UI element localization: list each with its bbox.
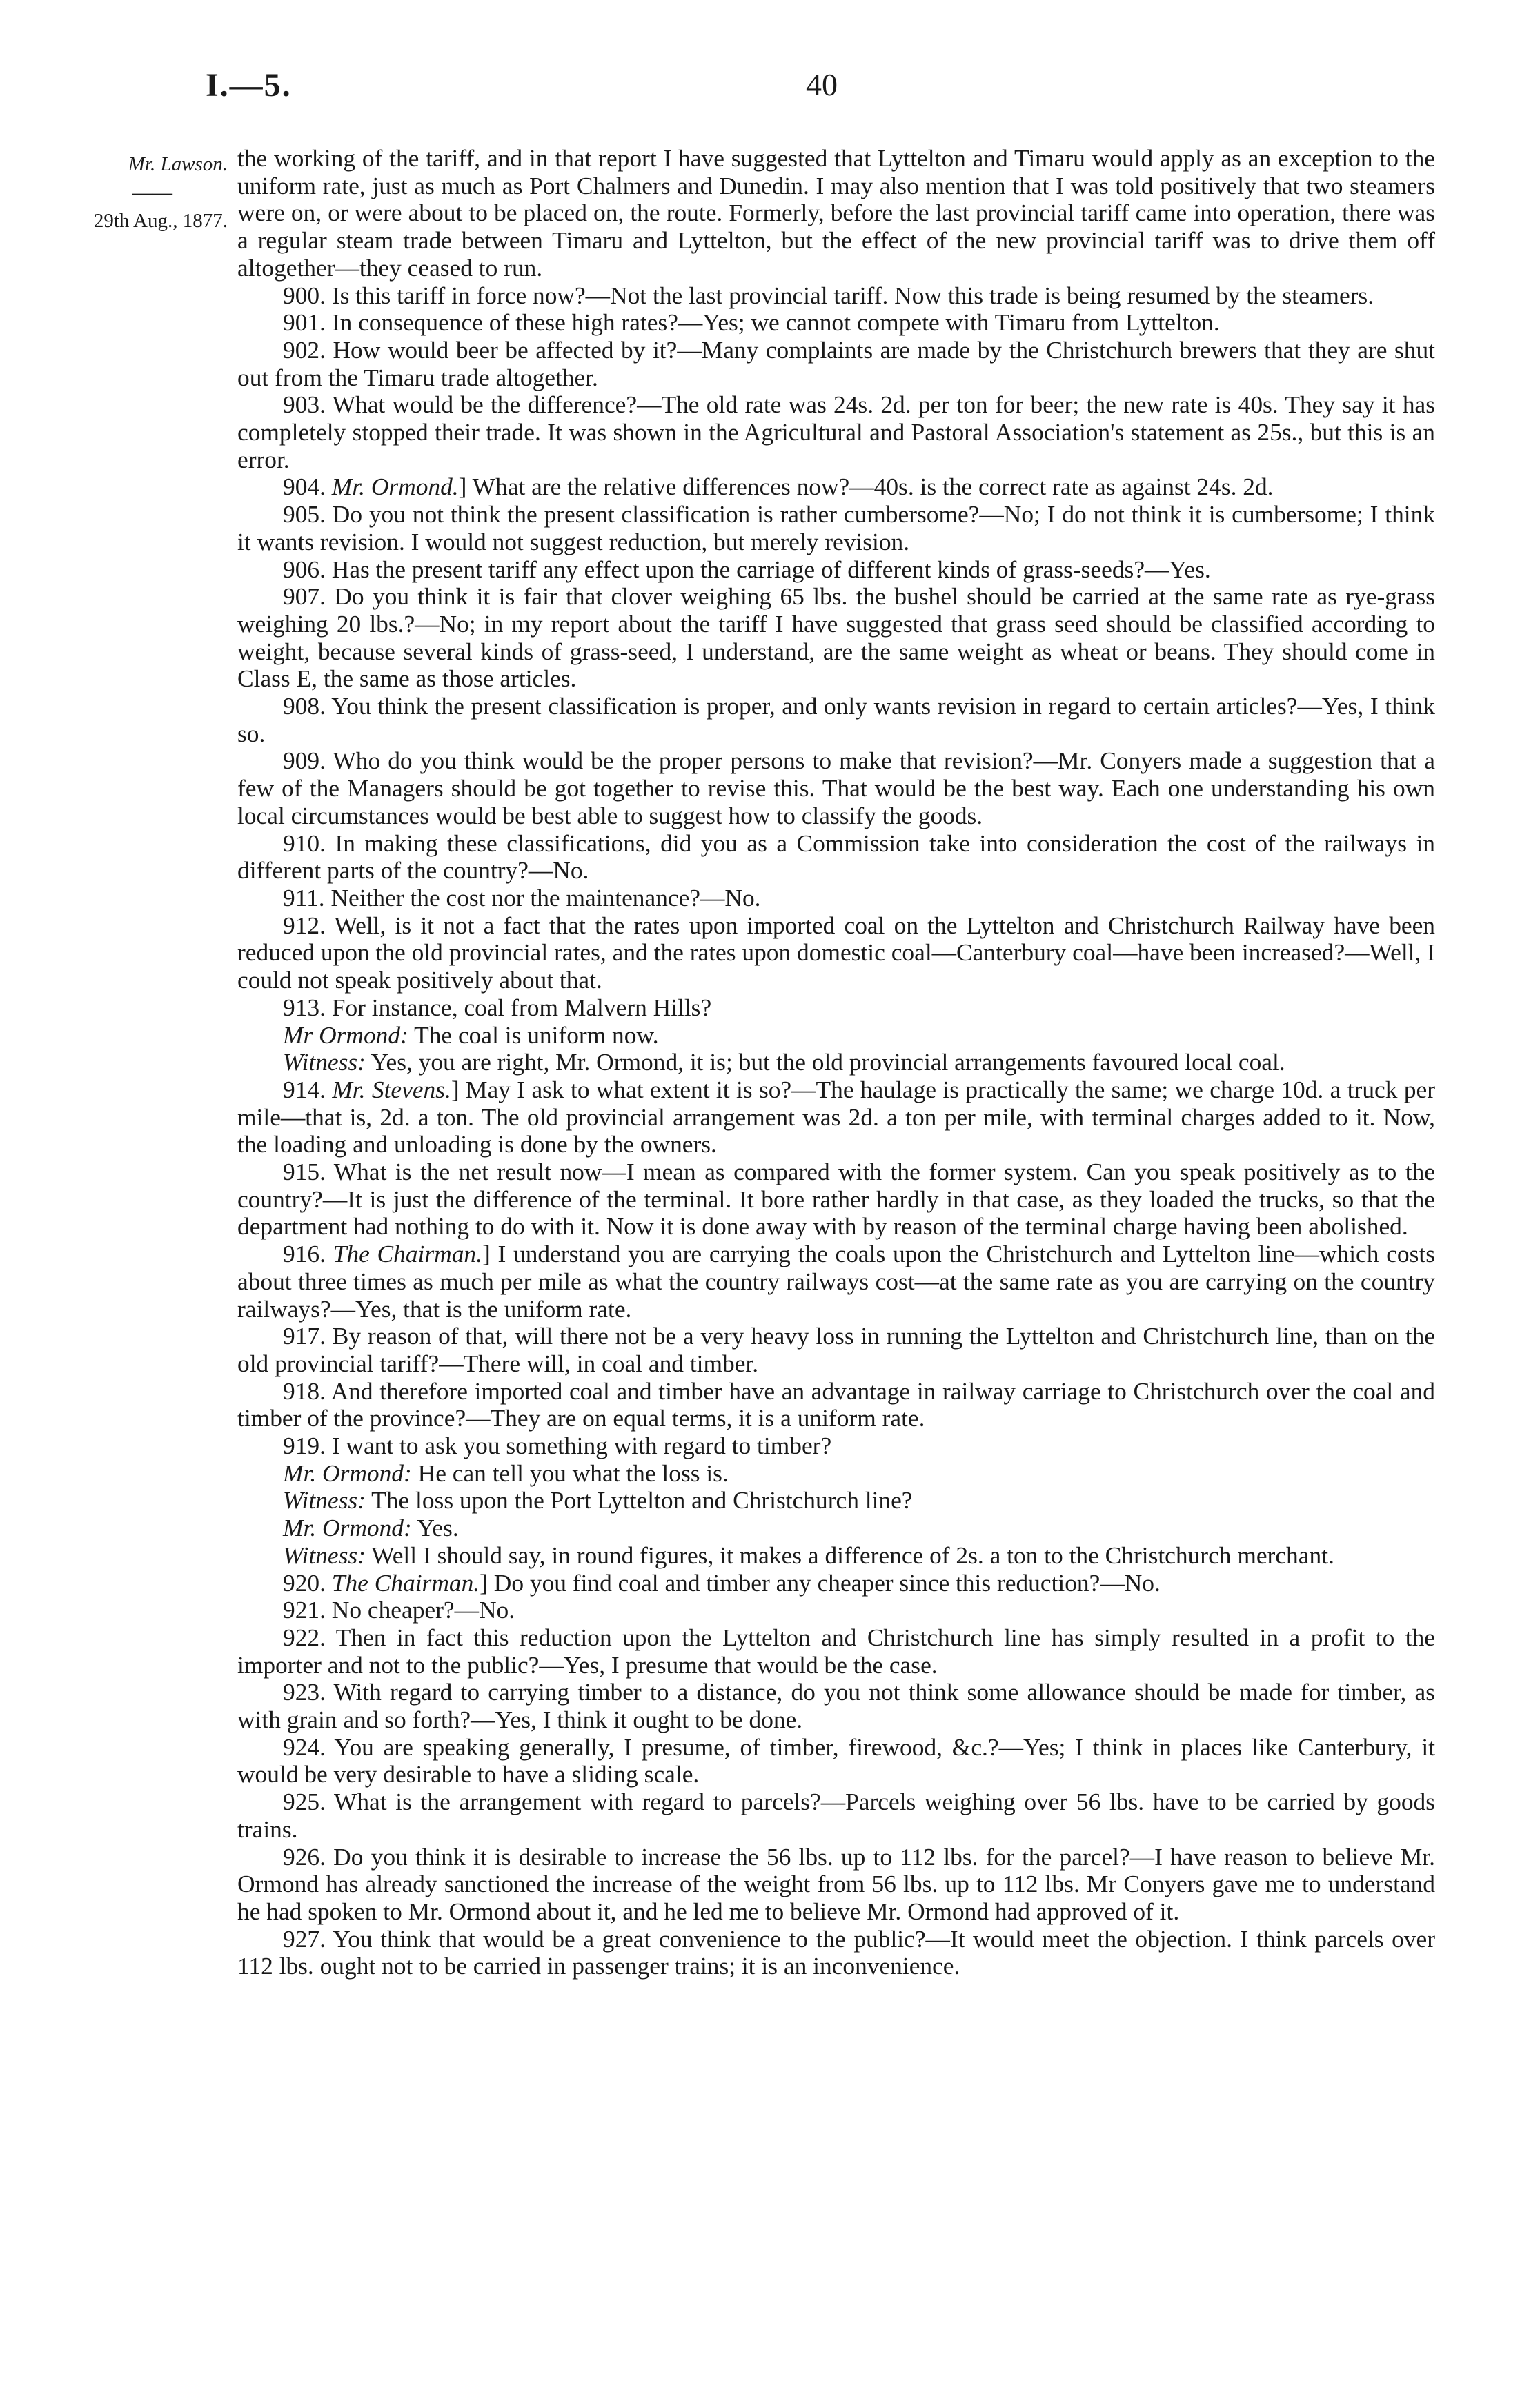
paragraph-text: ] I understand you are carrying the coals upon the Christchurch and Lyttelton line—which costs about three times as much per mile as what the country railways cost—at the same rate as you are carrying on the country railways?—Yes, that is the uniform rate. [237,1240,1435,1323]
testimony-paragraph [237,1844,1435,1926]
paragraph-text: He can tell you what the loss is. [411,1459,729,1487]
speaker-name: Mr Ormond: [283,1020,408,1049]
testimony-paragraph [237,145,1435,282]
testimony-paragraph [237,1378,1435,1432]
paragraph-text: Yes, you are right, Mr. Ormond, it is; but the old provincial arrangements favoured local coal. [365,1048,1285,1076]
speaker-name: The Chairman. [333,1240,482,1268]
testimony-paragraph [237,1734,1435,1788]
testimony-paragraph [237,1432,1435,1460]
testimony-paragraph [237,1022,1435,1049]
paragraph-text: Yes. [411,1514,459,1542]
paragraph-text: 909. Who do you think would be the proper persons to make that revision?—Mr. Conyers made a suggestion that a few of the Managers should be got together to revise this. That would be the best way. Each one understanding his own local circumstances would be best able to suggest how to classify the goods. [237,747,1435,829]
testimony-paragraph [237,830,1435,885]
question-number: 914. [283,1075,326,1103]
testimony-paragraph [237,1624,1435,1679]
paragraph-text: ] Do you find coal and timber any cheaper since this reduction?—No. [480,1568,1161,1597]
testimony-paragraph [237,994,1435,1022]
paragraph-text: 913. For instance, coal from Malvern Hills? [283,993,712,1021]
paragraph-text: 918. And therefore imported coal and timber have an advantage in railway carriage to Christchurch over the coal and timber of the province?—They are on equal terms, it is a uniform rate. [237,1376,1435,1432]
document-reference: I.—5. [206,67,292,103]
testimony-paragraph [237,1514,1435,1542]
paragraph-text: 905. Do you not think the present classification is rather cumbersome?—No; I do not think it is cumbersome; I think it wants revision. I would not suggest reduction, but merely revision. [237,500,1435,555]
testimony-paragraph [237,885,1435,912]
testimony-paragraph [237,1570,1435,1597]
paragraph-text: 903. What would be the difference?—The old rate was 24s. 2d. per ton for beer; the new rate is 40s. They say it has completely stopped their trade. It was shown in the Agricultural and Pastoral Association's statement as 25s., but this is an error. [237,391,1435,473]
testimony-paragraph [237,583,1435,693]
testimony-paragraph [237,556,1435,584]
paragraph-text: 923. With regard to carrying timber to a distance, do you not think some allowance should be made for timber, as with grain and so forth?—Yes, I think it ought to be done. [237,1678,1435,1734]
margin-date: 29th Aug., 1877. [93,210,228,232]
testimony-paragraph [237,282,1435,310]
paragraph-text: 911. Neither the cost nor the maintenance?—No. [283,883,761,911]
paragraph-text: 910. In making these classifications, did you as a Commission take into consideration the cost of the railways in different parts of the country?—No. [237,829,1435,885]
paragraph-text: 900. Is this tariff in force now?—Not the last provincial tariff. Now this trade is being resumed by the steamers. [283,281,1374,309]
paragraph-text: 917. By reason of that, will there not be a very heavy loss in running the Lyttelton and Christchurch line, than on the old provincial tariff?—There will, in coal and timber. [237,1322,1435,1377]
paragraph-text: the working of the tariff, and in that report I have suggested that Lyttelton and Timaru would apply as an exception to the uniform rate, just as much as Port Chalmers and Dunedin. I may also mention that I was told positively that two steamers were on, or were about to be placed on, the route. Formerly, before the last provincial tariff came into operation, there was a regular steam trade between Timaru and Lyttelton, but the effect of the new provincial tariff was to drive them off altogether—they ceased to run. [237,144,1435,282]
paragraph-text: 912. Well, is it not a fact that the rates upon imported coal on the Lyttelton and Christchurch Railway have been reduced upon the old provincial rates, and the rates upon domestic coal—Canterbury coal—have been increased?—Well, I could not speak positively about that. [237,911,1435,994]
speaker-name: Mr. Ormond: [283,1459,412,1487]
testimony-paragraph [237,1597,1435,1624]
paragraph-text: The coal is uniform now. [408,1020,659,1049]
testimony-paragraph [237,912,1435,994]
paragraph-text: 906. Has the present tariff any effect upon the carriage of different kinds of grass-seeds?—Yes. [283,555,1211,583]
testimony-paragraph [237,391,1435,473]
testimony-paragraph [237,1460,1435,1488]
paragraph-text: 925. What is the arrangement with regard to parcels?—Parcels weighing over 56 lbs. have to be carried by goods trains. [237,1788,1435,1843]
paragraph-text: 919. I want to ask you something with regard to timber? [283,1432,832,1460]
testimony-paragraph [237,501,1435,555]
testimony-paragraph [237,1926,1435,1980]
speaker-name: Mr. Stevens. [332,1075,451,1103]
paragraph-text: 915. What is the net result now—I mean as compared with the former system. Can you speak positively as to the country?—It is just the difference of the terminal. It bore rather hardly in that case, as they loaded the trucks, so that the department had nothing to do with it. Now it is done away with by reason of the terminal charge having been abolished. [237,1158,1435,1241]
speaker-name: Mr. Ormond. [331,473,459,501]
speaker-name: Mr. Ormond: [283,1514,412,1542]
testimony-paragraph [237,1323,1435,1377]
testimony-paragraph [237,1076,1435,1158]
testimony-paragraph [237,309,1435,337]
testimony-paragraph [237,693,1435,747]
page-number: 40 [806,67,838,102]
question-number: 904. [283,473,326,501]
margin-note [28,150,228,235]
testimony-paragraph [237,1049,1435,1076]
speaker-name: The Chairman. [331,1568,480,1597]
question-number: 920. [283,1568,326,1597]
paragraph-text: 927. You think that would be a great convenience to the public?—It would meet the objection. I think parcels over 112 lbs. ought not to be carried in passenger trains; it is an inconvenience. [237,1924,1435,1980]
margin-dash: —— [132,181,172,204]
paragraph-text: 926. Do you think it is desirable to increase the 56 lbs. up to 112 lbs. for the parcel?—I have reason to believe Mr. Ormond has already sanctioned the increase of the weight from 56 lbs. up to 112 lbs. Mr Conyers gave me to understand he had spoken to Mr. Ormond about it, and he led me to believe Mr. Ormond had approved of it. [237,1842,1435,1925]
paragraph-text: 902. How would beer be affected by it?—Many complaints are made by the Christchurch brewers that they are shut out from the Timaru trade altogether. [237,335,1435,391]
paragraph-text: ] May I ask to what extent it is so?—The haulage is practically the same; we charge 10d. a truck per mile—that is, 2d. a ton. The old provincial arrangement was 2d. a ton per mile, with terminal charges added to it. Now, the loading and unloading is done by the owners. [237,1075,1435,1158]
speaker-name: Witness: [283,1048,366,1076]
page-header [0,66,1540,121]
paragraph-text: ] What are the relative differences now?—40s. is the correct rate as against 24s. 2d. [458,473,1274,501]
question-number: 916. [283,1240,326,1268]
testimony-paragraph [237,1542,1435,1570]
paragraph-text: 922. Then in fact this reduction upon the Lyttelton and Christchurch line has simply resulted in a profit to the importer and not to the public?—Yes, I presume that would be the case. [237,1623,1435,1679]
paragraph-text: 901. In consequence of these high rates?—Yes; we cannot compete with Timaru from Lyttelton. [283,308,1220,337]
testimony-paragraph [237,337,1435,391]
testimony-body [237,145,1435,1980]
paragraph-text: 924. You are speaking generally, I presume, of timber, firewood, &c.?—Yes; I think in places like Canterbury, it would be very desirable to have a sliding scale. [237,1733,1435,1788]
testimony-paragraph [237,747,1435,829]
margin-speaker: Mr. Lawson. [128,153,228,175]
paragraph-text: 907. Do you think it is fair that clover weighing 65 lbs. the bushel should be carried at the same rate as rye-grass weighing 20 lbs.?—No; in my report about the tariff I have suggested that grass seed should be classified according to weight, because several kinds of grass-seed, I understand, are the same weight as wheat or beans. They should come in Class E, the same as those articles. [237,582,1435,693]
speaker-name: Witness: [283,1541,366,1569]
testimony-paragraph [237,1679,1435,1733]
testimony-paragraph [237,1487,1435,1514]
paragraph-text: 908. You think the present classification is proper, and only wants revision in regard to certain articles?—Yes, I think so. [237,692,1435,747]
testimony-paragraph [237,1158,1435,1241]
speaker-name: Witness: [283,1486,366,1514]
testimony-paragraph [237,1241,1435,1323]
testimony-paragraph [237,473,1435,501]
paragraph-text: The loss upon the Port Lyttelton and Christchurch line? [365,1486,913,1514]
testimony-paragraph [237,1788,1435,1843]
paragraph-text: Well I should say, in round figures, it makes a difference of 2s. a ton to the Christchurch merchant. [365,1541,1334,1569]
paragraph-text: 921. No cheaper?—No. [283,1596,515,1624]
